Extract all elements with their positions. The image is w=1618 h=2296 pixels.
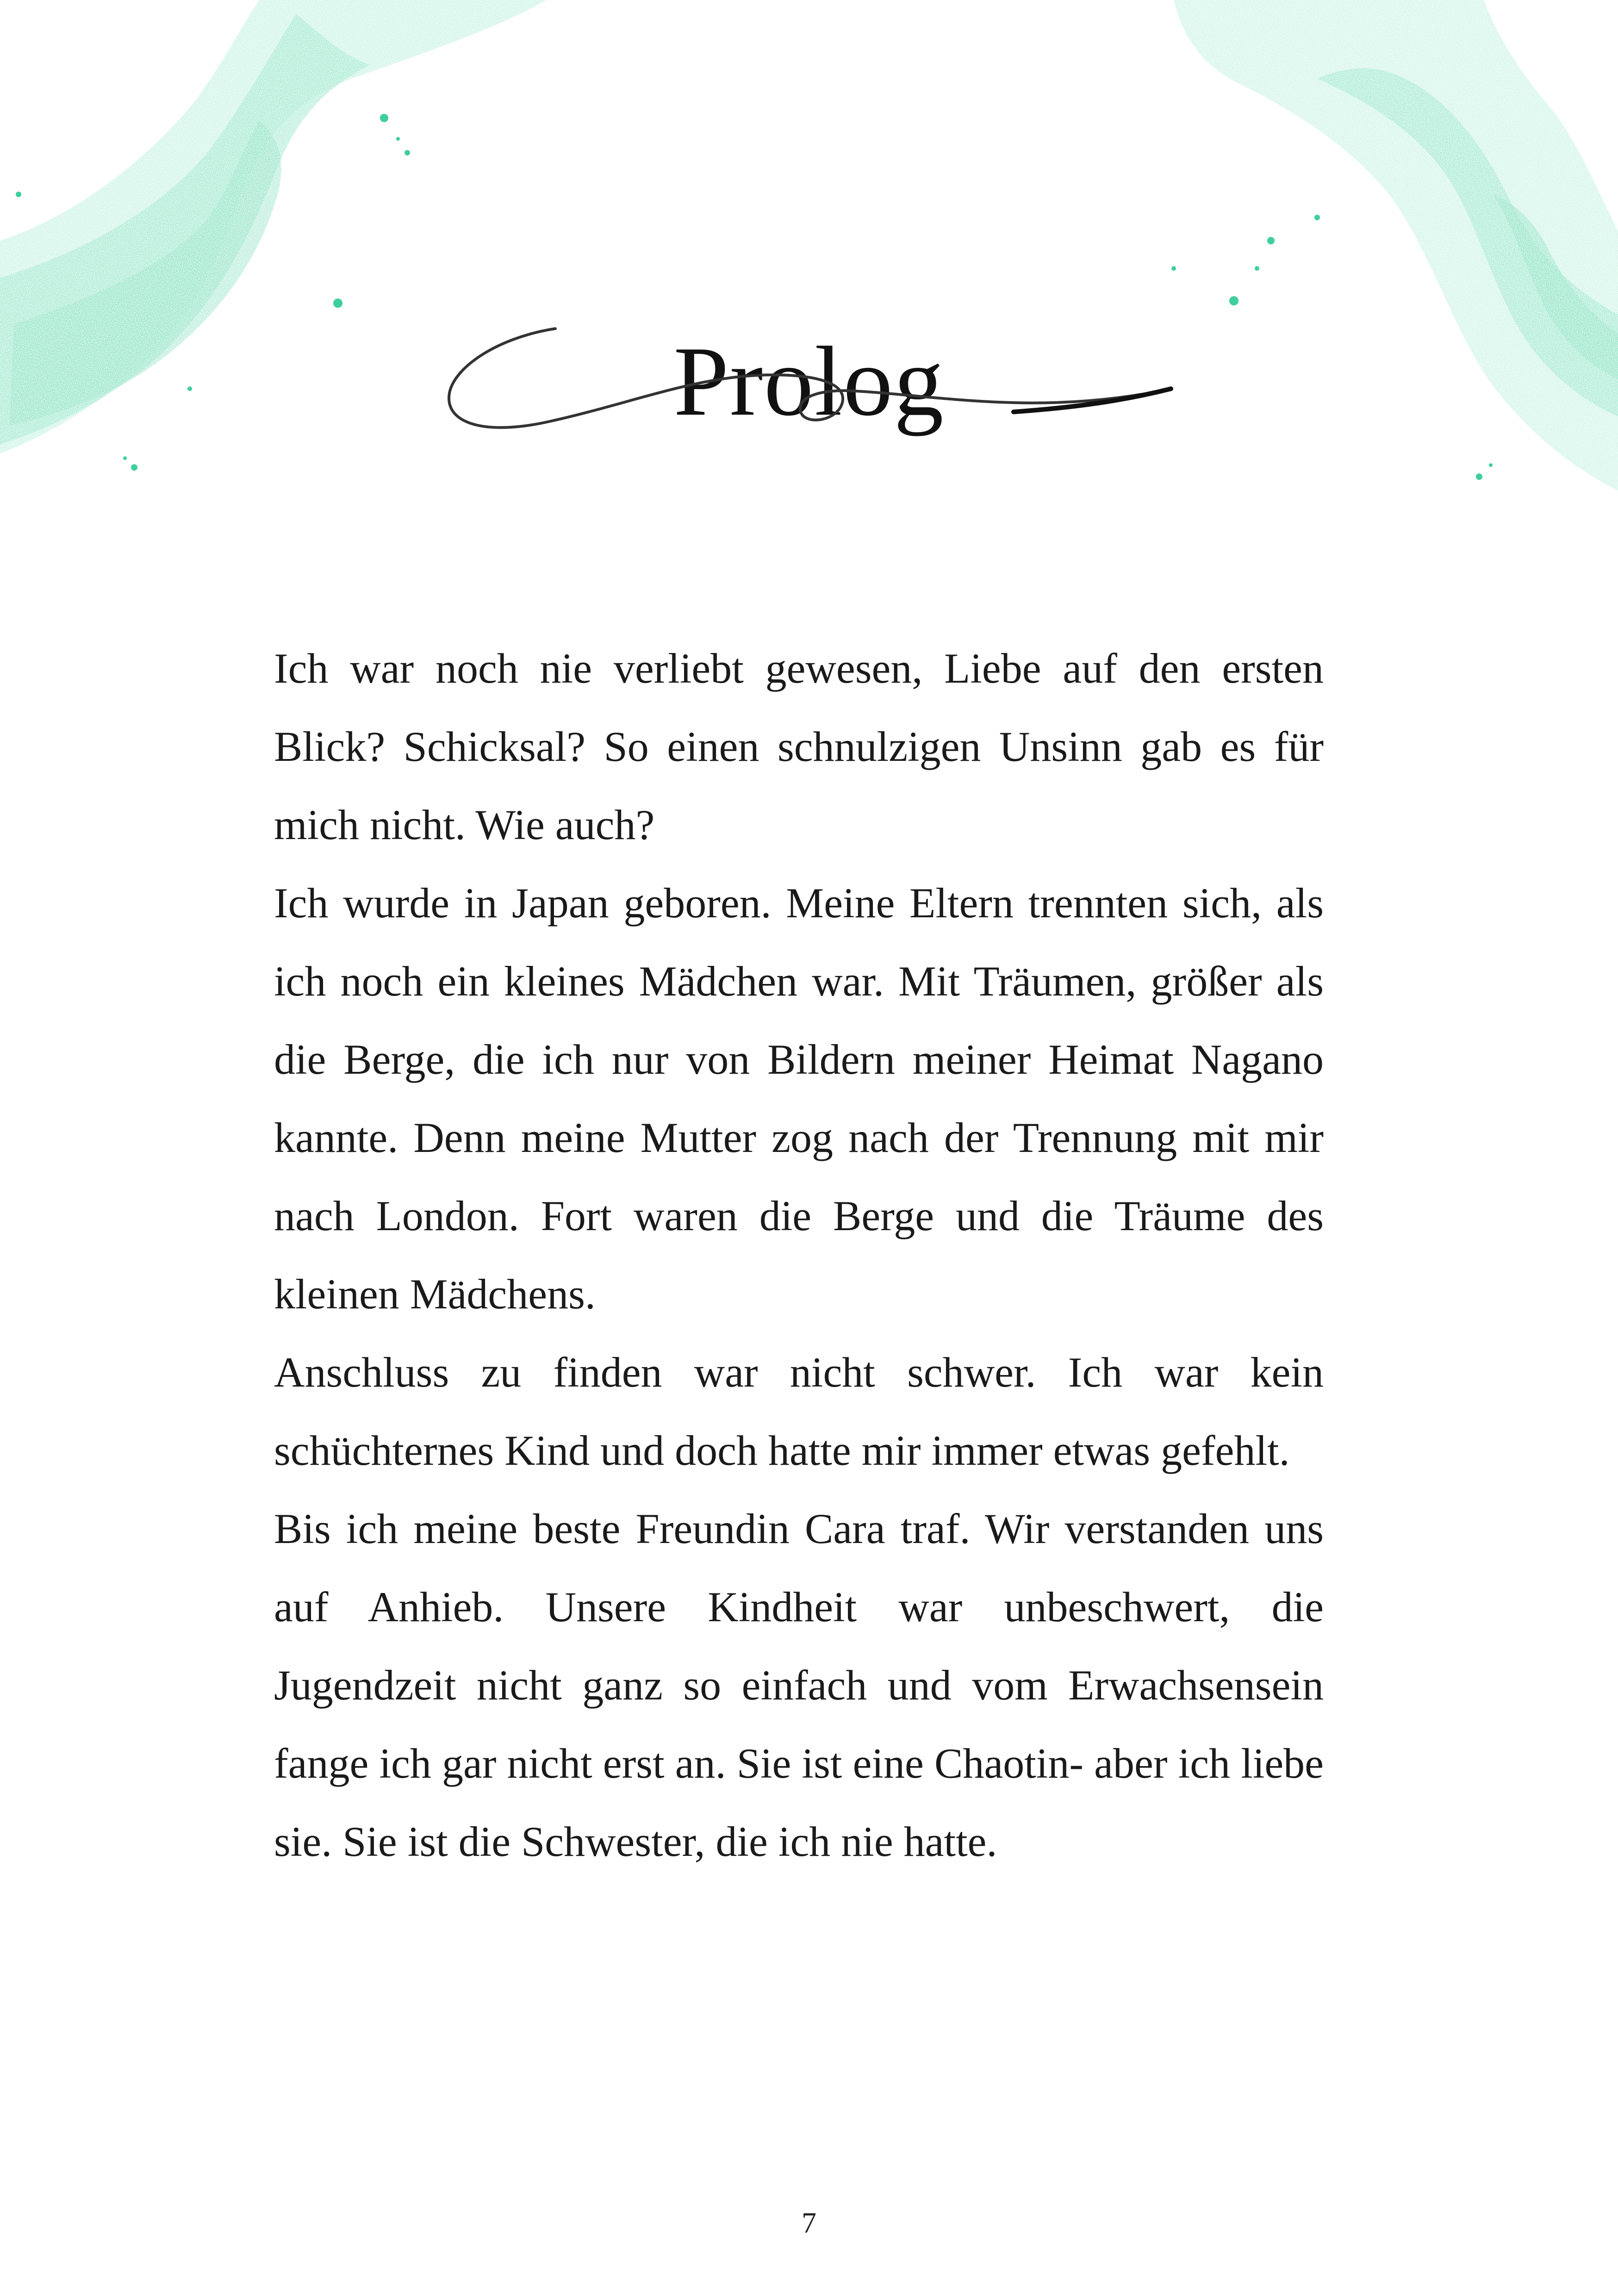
prologue-text — [274, 629, 1324, 1881]
paragraph: Ich war noch nie verliebt gewesen, Liebe auf den ersten Blick? Schicksal? So einen schnulzigen Unsinn gab es für mich nicht. Wie auch? — [274, 645, 1324, 848]
paragraph: Ich wurde in Japan geboren. Meine Eltern trennten sich, als ich noch ein kleines Mädchen war. Mit Träumen, größer als die Berge, die ich nur von Bildern meiner Heimat Nagano kannte. Denn meine Mutter zog nach der Trennung mit mir nach London. Fort waren die Berge und die Träume des kleinen Mädchens. — [274, 879, 1324, 1318]
paragraph: Bis ich meine beste Freundin Cara traf. Wir verstanden uns auf Anhieb. Unsere Kindheit war unbeschwert, die Jugendzeit nicht ganz so einfach und vom Erwachsensein fange ich gar nicht erst an. Sie ist eine Chaotin- aber ich liebe sie. Sie ist die Schwester, die ich nie hatte. — [274, 1505, 1324, 1865]
flourish-divider — [440, 319, 1189, 458]
chapter-title: Prolog — [673, 326, 945, 437]
paragraph: Anschluss zu finden war nicht schwer. Ich war kein schüchternes Kind und doch hatte mir immer etwas gefehlt. — [274, 1349, 1324, 1474]
page-number: 7 — [802, 2206, 816, 2239]
